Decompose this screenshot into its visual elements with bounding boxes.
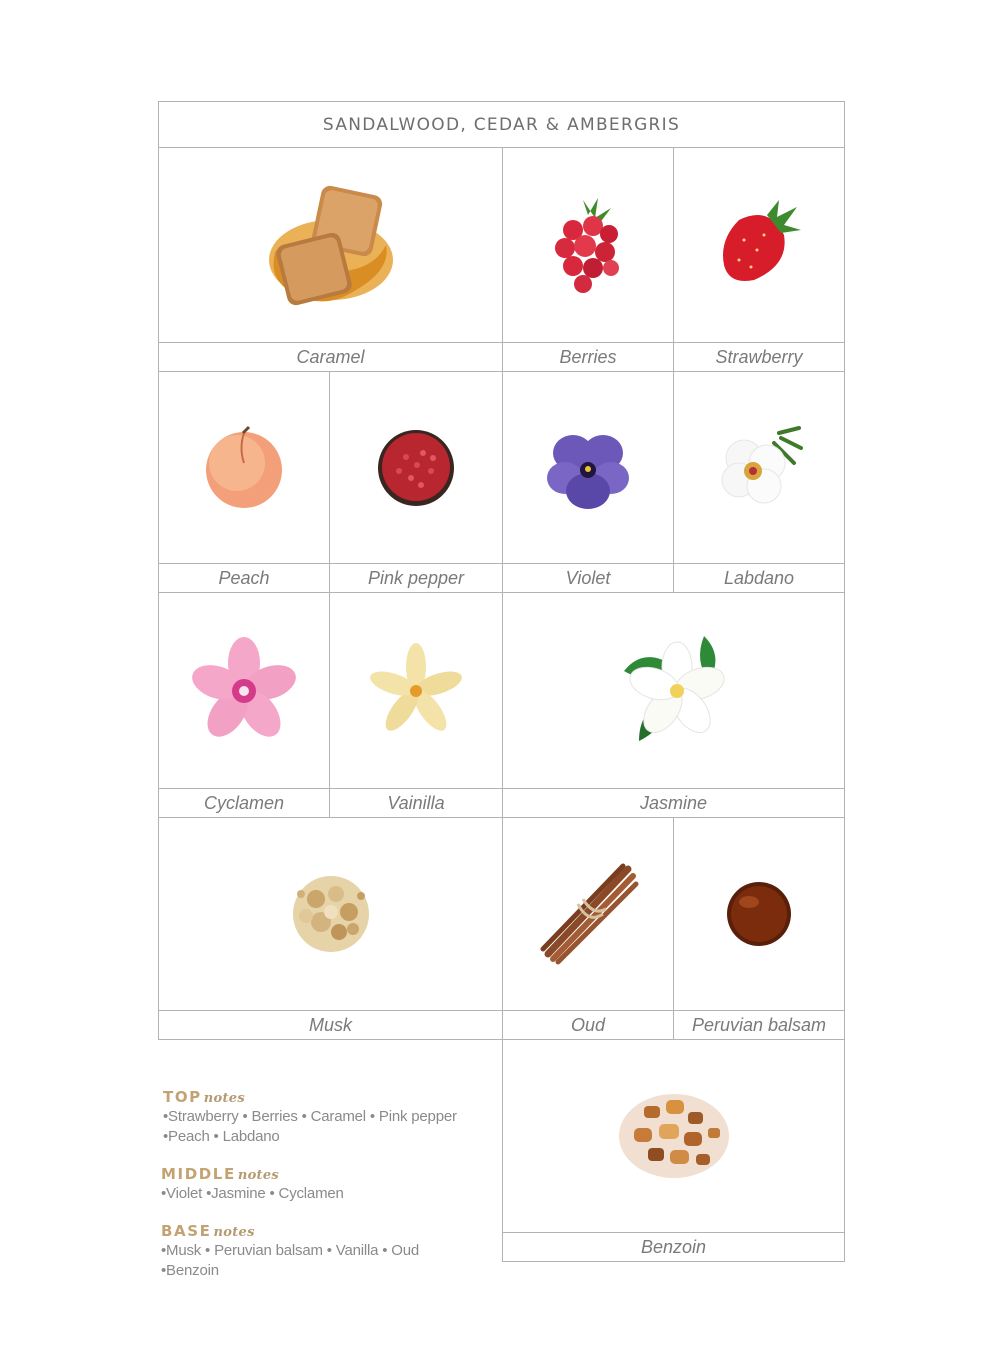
labdano-label: Labdano [673,563,845,593]
caramel-icon [256,170,406,320]
strawberry-label: Strawberry [673,342,845,372]
peruvian-balsam-image [673,817,845,1011]
strawberry-icon [709,195,809,295]
strawberry-image [673,147,845,343]
middle-notes-line: •Violet •Jasmine • Cyclamen [161,1185,344,1202]
musk-image [158,817,503,1011]
musk-label: Musk [158,1010,503,1040]
vainilla-image [329,592,503,789]
pink-pepper-image [329,371,503,564]
violet-label: Violet [502,563,674,593]
labdano-image [673,371,845,564]
oud-image [502,817,674,1011]
base-notes-subheading: notes [213,1225,255,1240]
top-notes-line: •Strawberry • Berries • Caramel • Pink pepper [163,1108,457,1125]
vainilla-label: Vainilla [329,788,503,818]
oud-icon [528,854,648,974]
jasmine-image [502,592,845,789]
violet-icon [543,423,633,513]
labdano-icon [709,418,809,518]
base-notes-heading: BASE [161,1222,212,1240]
berries-label: Berries [502,342,674,372]
peach-image [158,371,330,564]
cyclamen-label: Cyclamen [158,788,330,818]
jasmine-label: Jasmine [502,788,845,818]
pink-pepper-label: Pink pepper [329,563,503,593]
oud-label: Oud [502,1010,674,1040]
benzoin-image [502,1039,845,1233]
benzoin-icon [604,1076,744,1196]
base-notes-line: •Musk • Peruvian balsam • Vanilla • Oud [161,1242,420,1259]
peruvian-balsam-icon [719,874,799,954]
caramel-image [158,147,503,343]
caramel-label: Caramel [158,342,503,372]
musk-icon [271,854,391,974]
middle-notes-heading: MIDDLE [161,1165,236,1183]
base-notes [161,1222,496,1281]
top-notes [163,1088,496,1147]
benzoin-label: Benzoin [502,1232,845,1262]
middle-notes [161,1165,496,1204]
top-notes-heading: TOP [163,1088,202,1106]
jasmine-icon [609,626,739,756]
base-notes-line: •Benzoin [161,1262,219,1279]
top-notes-line: •Peach • Labdano [163,1128,280,1145]
cyclamen-image [158,592,330,789]
violet-image [502,371,674,564]
berries-image [502,147,674,343]
top-notes-subheading: notes [203,1091,245,1106]
notes-section [161,1088,496,1281]
peruvian-balsam-label: Peruvian balsam [673,1010,845,1040]
pink-pepper-icon [371,423,461,513]
peach-icon [199,423,289,513]
vanilla-flower-icon [366,641,466,741]
cyclamen-icon [189,636,299,746]
berries-icon [543,190,633,300]
peach-label: Peach [158,563,330,593]
page-title: SANDALWOOD, CEDAR & AMBERGRIS [158,101,845,148]
middle-notes-subheading: notes [237,1168,280,1183]
